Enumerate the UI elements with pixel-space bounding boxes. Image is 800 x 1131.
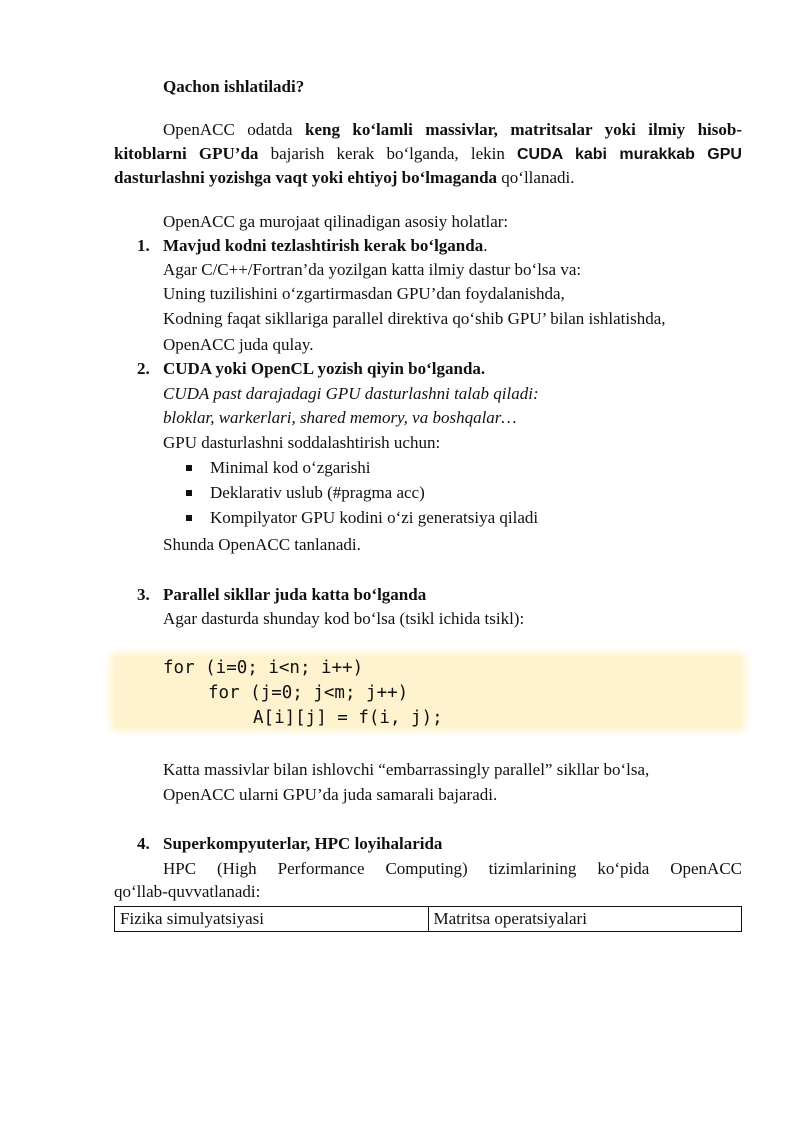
s3-after-line: OpenACC ularni GPU’da juda samarali bajaradi.: [163, 785, 498, 804]
list-number: 1.: [137, 236, 150, 255]
intro-line-2: [114, 142, 742, 167]
lead-line: OpenACC ga murojaat qilinadigan asosiy holatlar:: [163, 212, 509, 231]
s1-line: Uning tuzilishini o‘zgartirmasdan GPU’dan foydalanishda,: [163, 284, 565, 303]
table-cell: Matritsa operatsiyalari: [428, 907, 742, 932]
list-number: 3.: [137, 585, 150, 604]
code-line: for (i=0; i<n; i++): [163, 658, 364, 678]
s1-line: OpenACC juda qulay.: [163, 335, 314, 354]
square-bullet-icon: [186, 515, 192, 521]
bullet-item: Deklarativ uslub (#pragma acc): [210, 483, 425, 502]
s2-italic-line: bloklar, warkerlari, shared memory, va boshqalar…: [163, 408, 517, 427]
intro-bold: dasturlashni yozishga vaqt yoki ehtiyoj bo‘lmaganda: [114, 168, 498, 187]
s3-after-line: Katta massivlar bilan ishlovchi “embarrassingly parallel” sikllar bo‘lsa,: [163, 760, 650, 779]
s1-line: Kodning faqat sikllariga parallel direktiva qo‘shib GPU’ bilan ishlatishda,: [163, 309, 666, 328]
intro-bold: kitoblarni GPU’da: [114, 144, 259, 163]
s2-italic-line: CUDA past darajadagi GPU dasturlashni talab qiladi:: [163, 384, 539, 403]
intro-line-1: [114, 118, 742, 142]
intro-text: bajarish kerak bo‘lganda, lekin: [258, 144, 517, 163]
s3-title: Parallel sikllar juda katta bo‘lganda: [163, 585, 427, 604]
bullet-item: Kompilyator GPU kodini o‘zi generatsiya qiladi: [210, 508, 539, 527]
square-bullet-icon: [186, 465, 192, 471]
intro-bold: keng ko‘lamli massivlar, matritsalar yoki ilmiy hisob-: [305, 120, 742, 139]
intro-text: qo‘llanadi.: [497, 168, 575, 187]
bullet-item: Minimal kod o‘zgarishi: [210, 458, 371, 477]
section-heading: Qachon ishlatiladi?: [163, 77, 305, 96]
s3-line: Agar dasturda shunday kod bo‘lsa (tsikl ichida tsikl):: [163, 609, 525, 628]
s4-title: Superkompyuterlar, HPC loyihalarida: [163, 834, 443, 853]
s1-title-dot: .: [483, 236, 488, 255]
intro-line-3: [114, 166, 742, 190]
s4-line: HPC (High Performance Computing) tizimlarining ko‘pida OpenACC: [163, 859, 742, 878]
s2-line: GPU dasturlashni soddalashtirish uchun:: [163, 433, 441, 452]
table-row: [115, 907, 742, 932]
s1-title-line: [163, 234, 487, 258]
square-bullet-icon: [186, 490, 192, 496]
s1-title: Mavjud kodni tezlashtirish kerak bo‘lganda: [163, 236, 484, 255]
list-number: 2.: [137, 359, 150, 378]
code-line: A[i][j] = f(i, j);: [253, 708, 443, 728]
intro-text: OpenACC odatda: [163, 120, 306, 139]
s2-after: Shunda OpenACC tanlanadi.: [163, 535, 361, 554]
code-line: for (j=0; j<m; j++): [208, 683, 409, 703]
s1-line: Agar C/C++/Fortran’da yozilgan katta ilmiy dastur bo‘lsa va:: [163, 260, 582, 279]
s2-title: CUDA yoki OpenCL yozish qiyin bo‘lganda.: [163, 359, 486, 378]
list-number: 4.: [137, 834, 150, 853]
s4-line: qo‘llab-quvvatlanadi:: [114, 882, 261, 901]
table-cell: Fizika simulyatsiyasi: [115, 907, 429, 932]
intro-bold: CUDA kabi murakkab GPU: [517, 146, 742, 163]
hpc-table: [114, 906, 742, 932]
